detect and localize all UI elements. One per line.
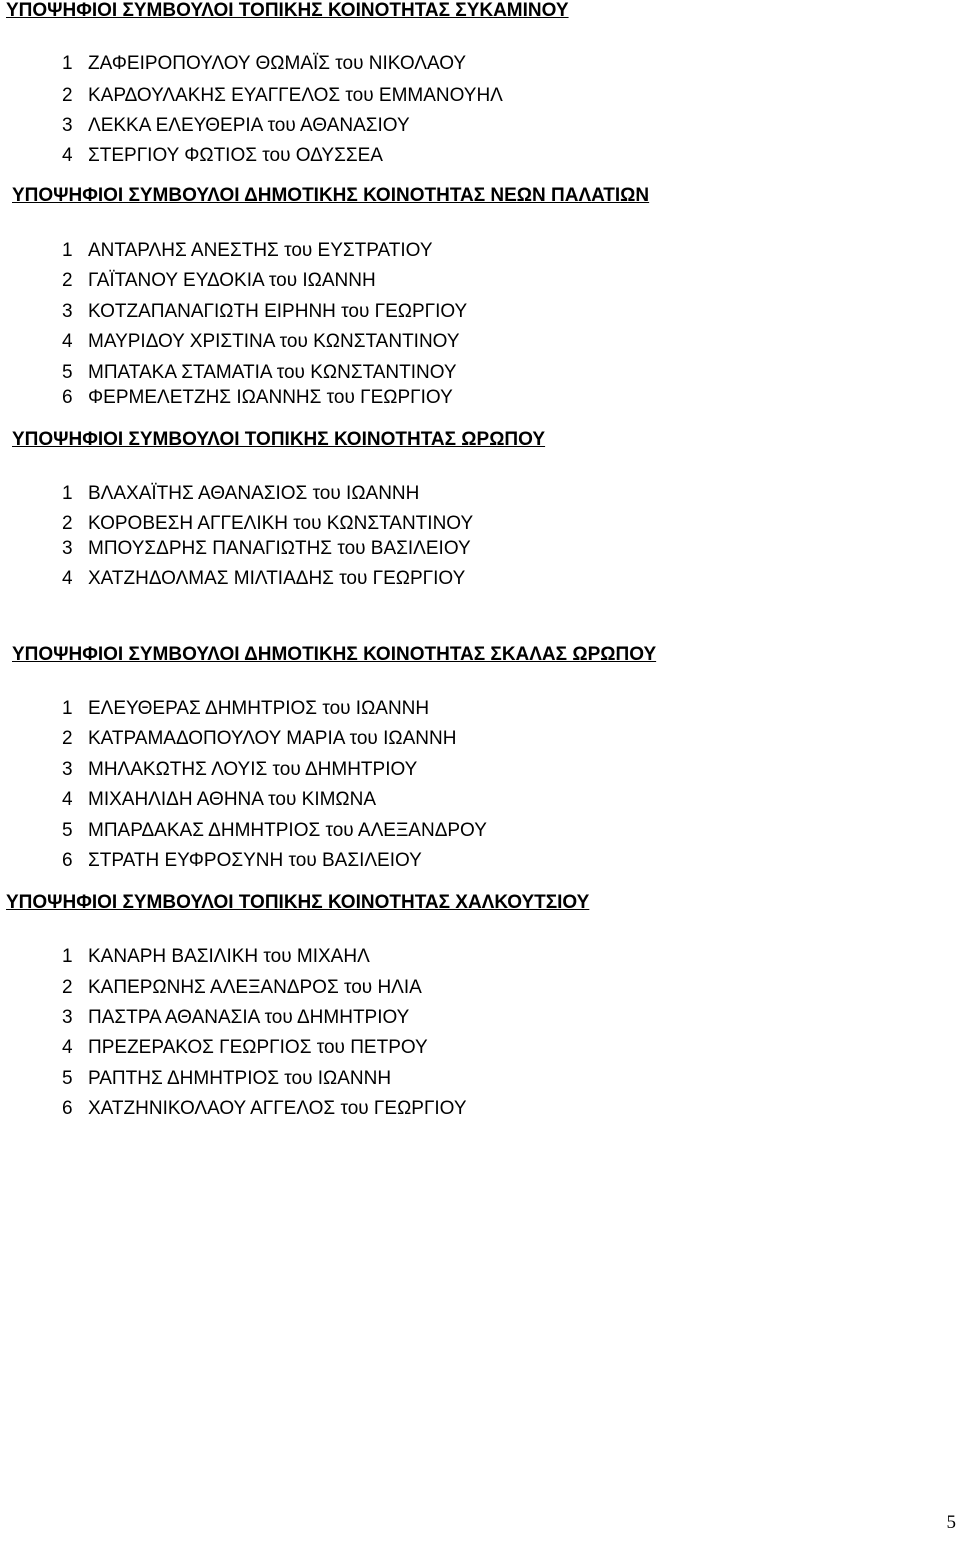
list-item	[62, 145, 383, 167]
candidate-name: ΦΕΡΜΕΛΕΤΖΗΣ ΙΩΑΝΝΗΣ του ΓΕΩΡΓΙΟΥ	[88, 387, 453, 408]
list-item	[62, 698, 429, 720]
candidate-name: ΣΤΕΡΓΙΟΥ ΦΩΤΙΟΣ του ΟΔΥΣΣΕΑ	[88, 145, 383, 166]
candidate-name: ΑΝΤΑΡΛΗΣ ΑΝΕΣΤΗΣ του ΕΥΣΤΡΑΤΙΟΥ	[88, 240, 433, 261]
entry-number: 1	[62, 240, 73, 261]
section-heading-oropou: ΥΠΟΨΗΦΙΟΙ ΣΥΜΒΟΥΛΟΙ ΤΟΠΙΚΗΣ ΚΟΙΝΟΤΗΤΑΣ ΩΡΩΠΟΥ	[12, 429, 546, 450]
candidate-name: ΓΑΪΤΑΝΟΥ ΕΥΔΟΚΙΑ του ΙΩΑΝΝΗ	[88, 270, 376, 291]
section-heading-skalas-oropou: ΥΠΟΨΗΦΙΟΙ ΣΥΜΒΟΥΛΟΙ ΔΗΜΟΤΙΚΗΣ ΚΟΙΝΟΤΗΤΑΣ ΣΚΑΛΑΣ ΩΡΩΠΟΥ	[12, 644, 657, 665]
entry-number: 1	[62, 53, 73, 74]
list-item	[62, 362, 457, 384]
list-item	[62, 789, 376, 811]
candidate-name: ΒΛΑΧΑΪΤΗΣ ΑΘΑΝΑΣΙΟΣ του ΙΩΑΝΝΗ	[88, 483, 420, 504]
list-item	[62, 850, 422, 872]
list-item	[62, 270, 376, 292]
list-item	[62, 728, 456, 750]
entry-number: 4	[62, 331, 73, 352]
candidate-name: ΚΟΤΖΑΠΑΝΑΓΙΩΤΗ ΕΙΡΗΝΗ του ΓΕΩΡΓΙΟΥ	[88, 301, 468, 322]
entry-number: 2	[62, 270, 73, 291]
candidate-name: ΡΑΠΤΗΣ ΔΗΜΗΤΡΙΟΣ του ΙΩΑΝΝΗ	[88, 1068, 392, 1089]
candidate-name: ΜΙΧΑΗΛΙΔΗ ΑΘΗΝΑ του ΚΙΜΩΝΑ	[88, 789, 377, 810]
entry-number: 3	[62, 301, 73, 322]
entry-number: 5	[62, 362, 73, 383]
list-item	[62, 946, 370, 968]
entry-number: 3	[62, 759, 73, 780]
entry-number: 4	[62, 1037, 73, 1058]
entry-number: 4	[62, 789, 73, 810]
list-item	[62, 513, 473, 535]
list-item	[62, 53, 466, 75]
list-item	[62, 387, 453, 409]
candidate-name: ΕΛΕΥΘΕΡΑΣ ΔΗΜΗΤΡΙΟΣ του ΙΩΑΝΝΗ	[88, 698, 430, 719]
candidate-name: ΜΠΟΥΣΔΡΗΣ ΠΑΝΑΓΙΩΤΗΣ του ΒΑΣΙΛΕΙΟΥ	[88, 538, 471, 559]
entry-number: 3	[62, 115, 73, 136]
list-item	[62, 977, 422, 999]
section-heading-chalkoutsiou: ΥΠΟΨΗΦΙΟΙ ΣΥΜΒΟΥΛΟΙ ΤΟΠΙΚΗΣ ΚΟΙΝΟΤΗΤΑΣ ΧΑΛΚΟΥΤΣΙΟΥ	[6, 892, 590, 913]
list-item	[62, 331, 460, 353]
entry-number: 2	[62, 513, 73, 534]
list-item	[62, 1068, 391, 1090]
section-heading-sykaminou: ΥΠΟΨΗΦΙΟΙ ΣΥΜΒΟΥΛΟΙ ΤΟΠΙΚΗΣ ΚΟΙΝΟΤΗΤΑΣ ΣΥΚΑΜΙΝΟΥ	[6, 0, 569, 21]
candidate-name: ΠΑΣΤΡΑ ΑΘΑΝΑΣΙΑ του ΔΗΜΗΤΡΙΟΥ	[88, 1007, 410, 1028]
entry-number: 1	[62, 483, 73, 504]
list-item	[62, 1098, 467, 1120]
list-item	[62, 85, 503, 107]
entry-number: 3	[62, 1007, 73, 1028]
candidate-name: ΚΑΝΑΡΗ ΒΑΣΙΛΙΚΗ του ΜΙΧΑΗΛ	[88, 946, 370, 967]
entry-number: 6	[62, 1098, 73, 1119]
candidate-name: ΧΑΤΖΗΔΟΛΜΑΣ ΜΙΛΤΙΑΔΗΣ του ΓΕΩΡΓΙΟΥ	[88, 568, 466, 589]
candidate-name: ΜΠΑΡΔΑΚΑΣ ΔΗΜΗΤΡΙΟΣ του ΑΛΕΞΑΝΔΡΟΥ	[88, 820, 487, 841]
entry-number: 2	[62, 977, 73, 998]
candidate-name: ΛΕΚΚΑ ΕΛΕΥΘΕΡΙΑ του ΑΘΑΝΑΣΙΟΥ	[88, 115, 410, 136]
entry-number: 4	[62, 145, 73, 166]
entry-number: 5	[62, 1068, 73, 1089]
candidate-name: ΚΟΡΟΒΕΣΗ ΑΓΓΕΛΙΚΗ του ΚΩΝΣΤΑΝΤΙΝΟΥ	[88, 513, 474, 534]
candidate-name: ΜΑΥΡΙΔΟΥ ΧΡΙΣΤΙΝΑ του ΚΩΝΣΤΑΝΤΙΝΟΥ	[88, 331, 460, 352]
section-heading-neon-palation: ΥΠΟΨΗΦΙΟΙ ΣΥΜΒΟΥΛΟΙ ΔΗΜΟΤΙΚΗΣ ΚΟΙΝΟΤΗΤΑΣ ΝΕΩΝ ΠΑΛΑΤΙΩΝ	[12, 185, 650, 206]
entry-number: 3	[62, 538, 73, 559]
entry-number: 4	[62, 568, 73, 589]
candidate-name: ΚΑΡΔΟΥΛΑΚΗΣ ΕΥΑΓΓΕΛΟΣ του ΕΜΜΑΝΟΥΗΛ	[88, 85, 503, 106]
entry-number: 2	[62, 728, 73, 749]
list-item	[62, 483, 419, 505]
entry-number: 2	[62, 85, 73, 106]
list-item	[62, 568, 465, 590]
candidate-name: ΧΑΤΖΗΝΙΚΟΛΑΟΥ ΑΓΓΕΛΟΣ του ΓΕΩΡΓΙΟΥ	[88, 1098, 467, 1119]
candidate-name: ΜΗΛΑΚΩΤΗΣ ΛΟΥΙΣ του ΔΗΜΗΤΡΙΟΥ	[88, 759, 418, 780]
entry-number: 5	[62, 820, 73, 841]
list-item	[62, 1037, 428, 1059]
list-item	[62, 301, 467, 323]
page-number: 5	[946, 1512, 956, 1533]
candidate-name: ΠΡΕΖΕΡΑΚΟΣ ΓΕΩΡΓΙΟΣ του ΠΕΤΡΟΥ	[88, 1037, 428, 1058]
candidate-name: ΣΤΡΑΤΗ ΕΥΦΡΟΣΥΝΗ του ΒΑΣΙΛΕΙΟΥ	[88, 850, 422, 871]
candidate-name: ΚΑΠΕΡΩΝΗΣ ΑΛΕΞΑΝΔΡΟΣ του ΗΛΙΑ	[88, 977, 422, 998]
entry-number: 1	[62, 946, 73, 967]
candidate-name: ΜΠΑΤΑΚΑ ΣΤΑΜΑΤΙΑ του ΚΩΝΣΤΑΝΤΙΝΟΥ	[88, 362, 457, 383]
list-item	[62, 115, 410, 137]
list-item	[62, 1007, 409, 1029]
candidate-name: ΚΑΤΡΑΜΑΔΟΠΟΥΛΟΥ ΜΑΡΙΑ του ΙΩΑΝΝΗ	[88, 728, 457, 749]
entry-number: 6	[62, 850, 73, 871]
list-item	[62, 820, 487, 842]
entry-number: 1	[62, 698, 73, 719]
list-item	[62, 240, 433, 262]
entry-number: 6	[62, 387, 73, 408]
list-item	[62, 538, 471, 560]
candidate-name: ΖΑΦΕΙΡΟΠΟΥΛΟΥ ΘΩΜΑΪΣ του ΝΙΚΟΛΑΟΥ	[88, 53, 467, 74]
list-item	[62, 759, 417, 781]
